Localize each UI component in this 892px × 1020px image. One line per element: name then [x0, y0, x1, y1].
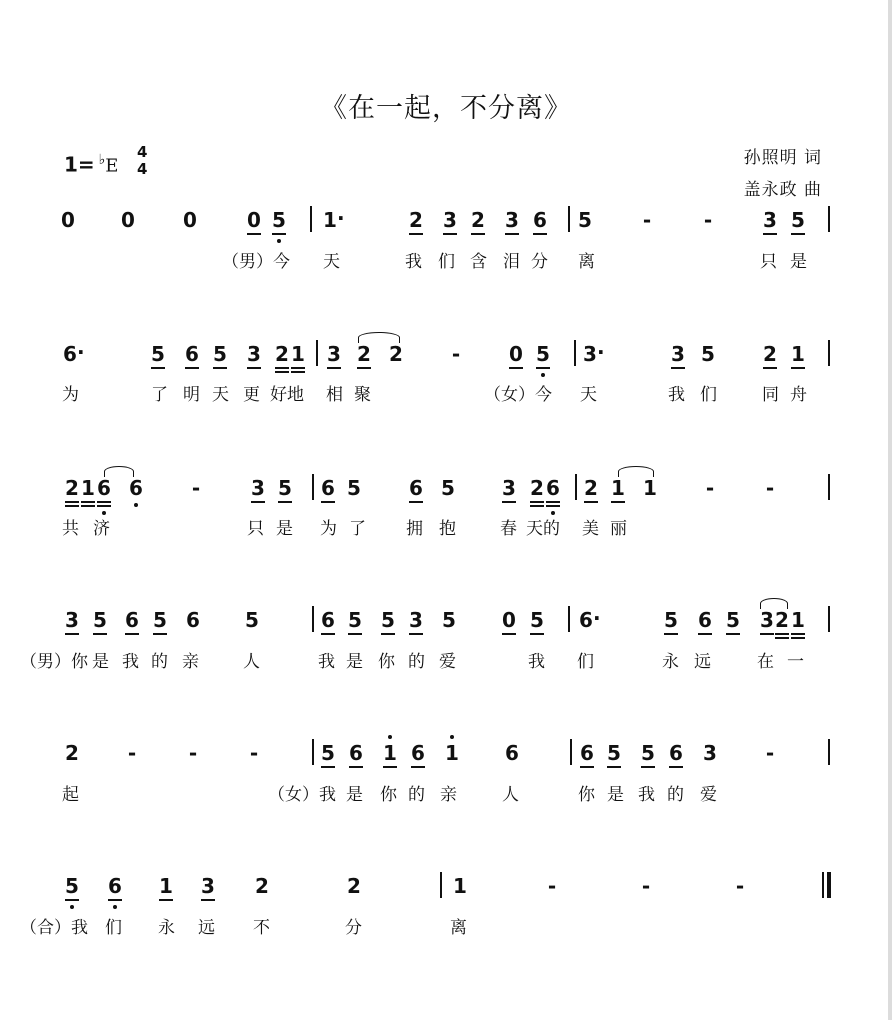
beam-line-double — [791, 637, 805, 639]
beam-line — [321, 501, 335, 503]
barline — [310, 206, 312, 232]
lyric: 是 — [346, 652, 363, 672]
dash: - — [641, 874, 651, 898]
lyric: 你 — [578, 785, 595, 805]
octave-dot-below — [551, 511, 555, 515]
note: 3 — [703, 741, 717, 765]
beam-line-double — [65, 505, 79, 507]
note: 3 — [247, 342, 261, 366]
dash: - — [127, 741, 137, 765]
beam-line — [763, 367, 777, 369]
beam-line — [471, 233, 485, 235]
lyric: 在 — [757, 652, 774, 672]
beam-line — [530, 501, 544, 503]
beam-line — [327, 367, 341, 369]
lyric: 天 — [212, 385, 229, 405]
note: 5 — [245, 608, 259, 632]
beam-line — [159, 899, 173, 901]
beam-line — [669, 766, 683, 768]
beam-line — [726, 633, 740, 635]
beam-line — [671, 367, 685, 369]
lyric: 永 — [158, 918, 175, 938]
lyric: 丽 — [610, 519, 627, 539]
beam-line — [641, 766, 655, 768]
note: 5 — [151, 342, 165, 366]
lyric: 共 — [62, 519, 79, 539]
note: 5 — [65, 874, 79, 898]
beam-line — [580, 766, 594, 768]
note: 2 — [471, 208, 485, 232]
note: 1 — [791, 342, 805, 366]
key-signature — [64, 152, 118, 177]
note: 3 — [443, 208, 457, 232]
lyric: 春 — [500, 519, 517, 539]
beam-line — [530, 633, 544, 635]
note: 1 — [81, 476, 95, 500]
beam-line — [65, 899, 79, 901]
lyric: 们 — [438, 252, 455, 272]
barline — [828, 606, 830, 632]
final-barline-thin — [822, 872, 824, 898]
beam-line — [698, 633, 712, 635]
note: 5 — [348, 608, 362, 632]
note: 6 — [533, 208, 547, 232]
time-signature-bottom: 4 — [137, 160, 148, 178]
note: 1 — [453, 874, 467, 898]
barline — [316, 340, 318, 366]
beam-line — [409, 233, 423, 235]
lyric: 聚 — [354, 385, 371, 405]
lyric: 是 — [276, 519, 293, 539]
note: 5 — [272, 208, 286, 232]
lyric: 同 — [762, 385, 779, 405]
beam-line — [185, 367, 199, 369]
note: 6 — [125, 608, 139, 632]
beam-line — [760, 633, 774, 635]
note: 2 — [65, 741, 79, 765]
note: 2 — [389, 342, 403, 366]
lyric: 不 — [253, 918, 270, 938]
song-title: 《在一起，不分离》 — [320, 93, 572, 124]
barline — [828, 340, 830, 366]
note: 2 — [530, 476, 544, 500]
lyric: 们 — [700, 385, 717, 405]
beam-line — [791, 233, 805, 235]
dash: - — [765, 476, 775, 500]
beam-line — [502, 501, 516, 503]
lyric: 们 — [105, 918, 122, 938]
note: 6 — [63, 342, 77, 366]
beam-line — [509, 367, 523, 369]
note: 0 — [183, 208, 197, 232]
beam-line-double — [530, 505, 544, 507]
note: 1 — [383, 741, 397, 765]
beam-line-double — [291, 371, 305, 373]
dash: - — [191, 476, 201, 500]
note: 6 — [321, 476, 335, 500]
note: 5 — [536, 342, 550, 366]
note: 6 — [185, 342, 199, 366]
key-note: E — [105, 155, 119, 177]
lyric: 天的 — [526, 519, 560, 539]
note: 6 — [698, 608, 712, 632]
beam-line-double — [546, 505, 560, 507]
lyric: 亲 — [440, 785, 457, 805]
note: 3 — [65, 608, 79, 632]
note: 3 — [409, 608, 423, 632]
beam-line — [411, 766, 425, 768]
lyric: 我 — [528, 652, 545, 672]
time-signature-top: 4 — [137, 143, 148, 161]
note: 6 — [546, 476, 560, 500]
beam-line — [213, 367, 227, 369]
dash: - — [547, 874, 557, 898]
lyric: 人 — [502, 785, 519, 805]
beam-line — [151, 367, 165, 369]
note: 6 — [411, 741, 425, 765]
lyric: 泪 — [503, 252, 520, 272]
note: 2 — [65, 476, 79, 500]
lyric: 相 — [326, 385, 343, 405]
lyric: 了 — [151, 385, 168, 405]
beam-line — [611, 501, 625, 503]
lyric: 爱 — [700, 785, 717, 805]
beam-line — [409, 633, 423, 635]
beam-line — [357, 367, 371, 369]
lyric: 的 — [667, 785, 684, 805]
note: 3 — [502, 476, 516, 500]
note: 5 — [664, 608, 678, 632]
beam-line — [65, 633, 79, 635]
beam-line — [247, 367, 261, 369]
note: 1 — [159, 874, 173, 898]
octave-dot-above — [388, 735, 392, 739]
dash: - — [735, 874, 745, 898]
flat-sign: ♭ — [98, 152, 106, 168]
page-edge-shadow — [888, 0, 892, 1020]
tie-arc — [760, 598, 788, 609]
beam-line — [791, 633, 805, 635]
lyric: 含 — [470, 252, 487, 272]
beam-line — [584, 501, 598, 503]
lyric: 亲 — [182, 652, 199, 672]
note: 3 — [251, 476, 265, 500]
lyric: 我 — [638, 785, 655, 805]
beam-line — [349, 766, 363, 768]
note: 3 — [201, 874, 215, 898]
note: 5 — [701, 342, 715, 366]
lyric: 我 — [405, 252, 422, 272]
beam-line — [81, 501, 95, 503]
lyric: 更 — [243, 385, 260, 405]
lyric: 的 — [408, 785, 425, 805]
note: 0 — [121, 208, 135, 232]
lyric: 是 — [92, 652, 109, 672]
lyric: 分 — [345, 918, 362, 938]
barline — [828, 206, 830, 232]
note: 5 — [213, 342, 227, 366]
note: 3 — [327, 342, 341, 366]
lyric: 分 — [531, 252, 548, 272]
lyric: （男）你 — [20, 652, 88, 672]
beam-line — [409, 501, 423, 503]
beam-line — [383, 766, 397, 768]
note: 2 — [775, 608, 789, 632]
lyric: 远 — [198, 918, 215, 938]
note: 5 — [607, 741, 621, 765]
beam-line — [505, 233, 519, 235]
dash: - — [249, 741, 259, 765]
note: 5 — [442, 608, 456, 632]
beam-line — [533, 233, 547, 235]
lyric: 只 — [760, 252, 777, 272]
beam-line-double — [775, 637, 789, 639]
lyric: 的 — [151, 652, 168, 672]
lyric: 爱 — [439, 652, 456, 672]
note: 6 — [108, 874, 122, 898]
barline — [440, 872, 442, 898]
note: 3 — [505, 208, 519, 232]
note: 0 — [509, 342, 523, 366]
barline — [570, 739, 572, 765]
barline — [312, 739, 314, 765]
note: 3 — [760, 608, 774, 632]
final-barline-thick — [827, 872, 831, 898]
note: 2 — [763, 342, 777, 366]
lyric: 我 — [122, 652, 139, 672]
beam-line — [278, 501, 292, 503]
octave-dot-below — [134, 503, 138, 507]
lyric: 只 — [247, 519, 264, 539]
lyric: 为 — [320, 519, 337, 539]
note: 6 — [669, 741, 683, 765]
lyric: 离 — [578, 252, 595, 272]
beam-line — [791, 367, 805, 369]
octave-dot-above — [450, 735, 454, 739]
beam-line — [502, 633, 516, 635]
beam-line-double — [81, 505, 95, 507]
note: 0 — [61, 208, 75, 232]
note: 5 — [153, 608, 167, 632]
lyric: 离 — [450, 918, 467, 938]
note: 2 — [357, 342, 371, 366]
lyric: 是 — [607, 785, 624, 805]
note: 6 — [505, 741, 519, 765]
barline — [568, 606, 570, 632]
beam-line — [275, 367, 289, 369]
beam-line — [546, 501, 560, 503]
note: 1 — [791, 608, 805, 632]
beam-line — [201, 899, 215, 901]
note: 2 — [347, 874, 361, 898]
beam-line-double — [275, 371, 289, 373]
beam-line — [536, 367, 550, 369]
tie-arc — [358, 332, 400, 343]
lyric: （合）我 — [20, 918, 88, 938]
lyric: 抱 — [439, 519, 456, 539]
note: 6 — [186, 608, 200, 632]
note: 1 — [643, 476, 657, 500]
note: 1 — [611, 476, 625, 500]
note: 5 — [93, 608, 107, 632]
lyric: 永 — [662, 652, 679, 672]
note: 5 — [441, 476, 455, 500]
lyric: 你 — [378, 652, 395, 672]
barline — [312, 474, 314, 500]
beam-line — [607, 766, 621, 768]
lyric: 天 — [580, 385, 597, 405]
lyric: 美 — [582, 519, 599, 539]
note: 5 — [347, 476, 361, 500]
note: 2 — [584, 476, 598, 500]
lyric: 一 — [787, 652, 804, 672]
dash: - — [188, 741, 198, 765]
lyric: 我 — [318, 652, 335, 672]
beam-line — [775, 633, 789, 635]
lyric: 们 — [577, 652, 594, 672]
note: 1 — [291, 342, 305, 366]
beam-line — [153, 633, 167, 635]
note: 2 — [409, 208, 423, 232]
note: 6 — [579, 608, 593, 632]
note: 1 — [323, 208, 337, 232]
note: 5 — [641, 741, 655, 765]
barline — [568, 206, 570, 232]
octave-dot-below — [70, 905, 74, 909]
key-prefix: 1= — [64, 152, 95, 177]
note: 5 — [726, 608, 740, 632]
lyric: （女）今 — [484, 385, 552, 405]
note: 6 — [349, 741, 363, 765]
lyric: 济 — [93, 519, 110, 539]
lyric: 明 — [183, 385, 200, 405]
note: 6 — [580, 741, 594, 765]
beam-line — [348, 633, 362, 635]
beam-line — [97, 501, 111, 503]
dash: - — [703, 208, 713, 232]
lyric: 好地 — [270, 385, 304, 405]
lyric: 你 — [380, 785, 397, 805]
beam-line — [251, 501, 265, 503]
beam-line — [321, 633, 335, 635]
lyric: 的 — [408, 652, 425, 672]
barline — [828, 474, 830, 500]
note: 3 — [583, 342, 597, 366]
barline — [828, 739, 830, 765]
augmentation-dot: · — [77, 340, 85, 364]
octave-dot-below — [113, 905, 117, 909]
note: 2 — [275, 342, 289, 366]
dash: - — [705, 476, 715, 500]
note: 6 — [409, 476, 423, 500]
dash: - — [642, 208, 652, 232]
beam-line — [125, 633, 139, 635]
lyric: （男）今 — [222, 252, 290, 272]
beam-line — [443, 233, 457, 235]
barline — [575, 474, 577, 500]
lyric: 拥 — [406, 519, 423, 539]
note: 1 — [445, 741, 459, 765]
beam-line — [664, 633, 678, 635]
augmentation-dot: · — [337, 206, 345, 230]
note: 5 — [791, 208, 805, 232]
lyric: 舟 — [790, 385, 807, 405]
note: 5 — [578, 208, 592, 232]
note: 6 — [97, 476, 111, 500]
augmentation-dot: · — [593, 606, 601, 630]
beam-line — [65, 501, 79, 503]
note: 2 — [255, 874, 269, 898]
beam-line — [108, 899, 122, 901]
note: 5 — [530, 608, 544, 632]
note: 6 — [129, 476, 143, 500]
barline — [574, 340, 576, 366]
note: 0 — [247, 208, 261, 232]
augmentation-dot: · — [597, 340, 605, 364]
beam-line — [763, 233, 777, 235]
octave-dot-below — [277, 239, 281, 243]
note: 3 — [763, 208, 777, 232]
beam-line — [381, 633, 395, 635]
barline — [312, 606, 314, 632]
lyric: 天 — [323, 252, 340, 272]
note: 5 — [321, 741, 335, 765]
note: 5 — [381, 608, 395, 632]
lyric: 远 — [694, 652, 711, 672]
note: 5 — [278, 476, 292, 500]
note: 6 — [321, 608, 335, 632]
lyric: 人 — [243, 652, 260, 672]
note: 0 — [502, 608, 516, 632]
tie-arc — [104, 466, 134, 477]
beam-line-double — [97, 505, 111, 507]
beam-line — [93, 633, 107, 635]
lyric: 了 — [349, 519, 366, 539]
dash: - — [765, 741, 775, 765]
lyric: 我 — [668, 385, 685, 405]
time-signature — [137, 144, 147, 178]
lyric: 为 — [62, 385, 79, 405]
lyric: 是 — [790, 252, 807, 272]
octave-dot-below — [102, 511, 106, 515]
note: 3 — [671, 342, 685, 366]
lyric: （女）我 — [268, 785, 336, 805]
dash: - — [451, 342, 461, 366]
composer-credit: 盖永政 曲 — [743, 180, 822, 200]
beam-line — [247, 233, 261, 235]
beam-line — [272, 233, 286, 235]
beam-line — [321, 766, 335, 768]
tie-arc — [618, 466, 654, 477]
beam-line — [291, 367, 305, 369]
lyric: 起 — [62, 785, 79, 805]
lyricist-credit: 孙照明 词 — [743, 148, 822, 168]
lyric: 是 — [346, 785, 363, 805]
octave-dot-below — [541, 373, 545, 377]
